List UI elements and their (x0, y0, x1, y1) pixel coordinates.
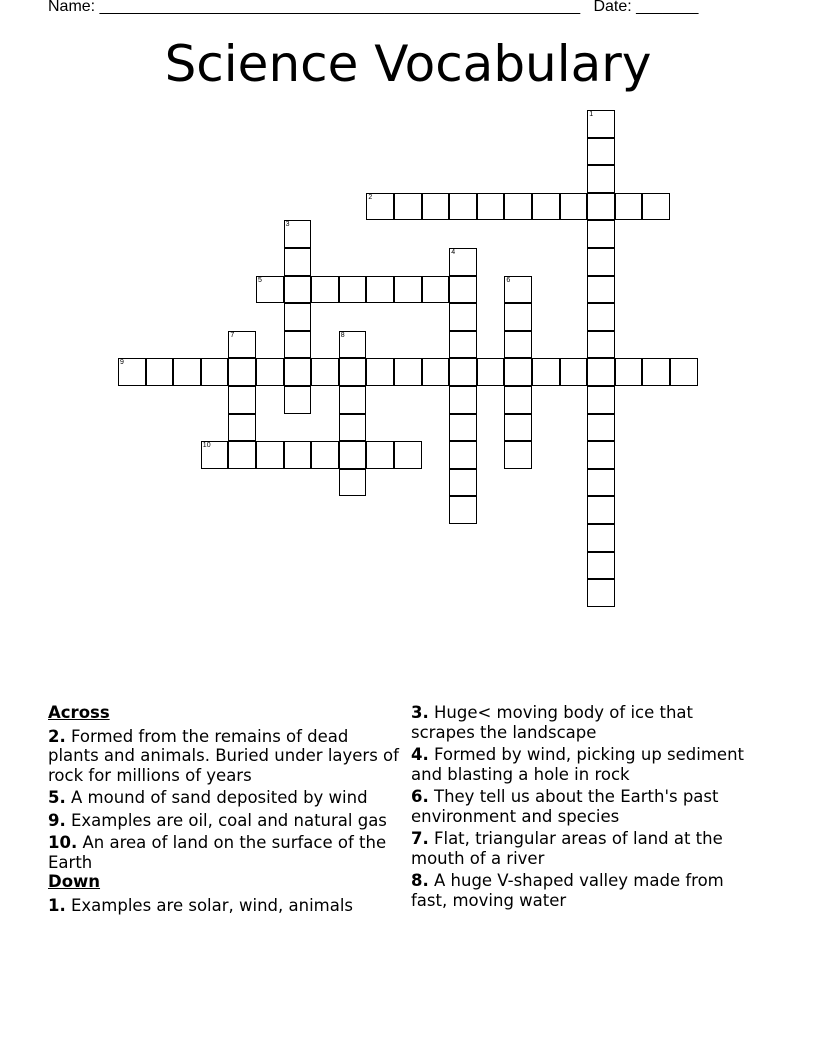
clue-text: Flat, triangular areas of land at the mouth of a river (411, 829, 723, 868)
grid-cell[interactable] (449, 331, 477, 359)
down-heading: Down (48, 872, 101, 891)
grid-cell[interactable] (201, 441, 229, 469)
grid-cell[interactable] (560, 358, 588, 386)
grid-cell[interactable] (587, 303, 615, 331)
grid-cell[interactable] (504, 441, 532, 469)
across-clue-10 (48, 833, 404, 872)
clue-number-label: 6 (506, 276, 511, 284)
down-clue-1 (48, 896, 404, 916)
grid-cell[interactable] (532, 358, 560, 386)
grid-cell[interactable] (504, 331, 532, 359)
grid-cell[interactable] (284, 358, 312, 386)
grid-cell[interactable] (284, 276, 312, 304)
grid-cell[interactable] (284, 386, 312, 414)
grid-cell[interactable] (256, 358, 284, 386)
clue-number: 8. (411, 871, 429, 890)
down-clue-4 (411, 745, 751, 784)
clue-number: 10. (48, 833, 78, 852)
grid-cell[interactable] (642, 358, 670, 386)
clue-text: A mound of sand deposited by wind (65, 788, 368, 807)
clue-number: 6. (411, 787, 429, 806)
grid-cell[interactable] (118, 358, 146, 386)
grid-cell[interactable] (587, 386, 615, 414)
grid-cell[interactable] (504, 414, 532, 442)
clue-number: 2. (48, 726, 66, 746)
grid-cell[interactable] (256, 441, 284, 469)
grid-cell[interactable] (449, 386, 477, 414)
grid-cell[interactable] (284, 248, 312, 276)
clue-number-label: 1 (589, 111, 594, 118)
grid-cell[interactable] (504, 303, 532, 331)
clue-number-label: 9 (120, 359, 124, 367)
grid-cell[interactable] (587, 524, 615, 552)
grid-cell[interactable] (366, 276, 394, 304)
clue-number-label: 3 (285, 221, 290, 229)
grid-cell[interactable] (587, 331, 615, 359)
grid-cell[interactable] (504, 358, 532, 386)
grid-cell[interactable] (422, 276, 450, 304)
grid-cell[interactable] (311, 358, 339, 386)
grid-cell[interactable] (366, 358, 394, 386)
grid-cell[interactable] (587, 193, 615, 221)
grid-cell[interactable] (449, 496, 477, 524)
grid-cell[interactable] (366, 441, 394, 469)
clue-text: Formed by wind, picking up sediment and blasting a hole in rock (411, 745, 744, 784)
clue-text: Examples are oil, coal and natural gas (65, 810, 387, 830)
grid-cell[interactable] (449, 358, 477, 386)
grid-cell[interactable] (339, 358, 367, 386)
grid-cell[interactable] (642, 193, 670, 221)
date-field-label: Date: _______ (593, 0, 699, 15)
clue-text: They tell us about the Earth's past environment and species (411, 787, 719, 826)
grid-cell[interactable] (339, 331, 367, 359)
clue-number-label: 10 (202, 442, 211, 450)
grid-cell[interactable] (532, 193, 560, 221)
grid-cell[interactable] (587, 358, 615, 386)
down-clue-3 (411, 703, 751, 742)
across-clue-2 (48, 727, 404, 786)
grid-cell[interactable] (587, 579, 615, 607)
clue-number: 3. (411, 703, 429, 722)
across-clue-9 (48, 811, 404, 831)
clue-number-label: 5 (258, 276, 262, 284)
clue-number: 7. (411, 829, 429, 848)
clue-number-label: 7 (230, 331, 235, 339)
clue-number: 5. (48, 788, 66, 807)
grid-cell[interactable] (449, 414, 477, 442)
grid-cell[interactable] (284, 441, 312, 469)
grid-cell[interactable] (504, 193, 532, 221)
page-title: Science Vocabulary (164, 35, 652, 93)
clue-text: Formed from the remains of dead plants and animals. Buried under layers of rock for millions of years (48, 726, 399, 785)
grid-cell[interactable] (311, 441, 339, 469)
grid-cell[interactable] (146, 358, 174, 386)
grid-cell[interactable] (587, 276, 615, 304)
clues-right-column (411, 703, 751, 913)
grid-cell[interactable] (284, 220, 312, 248)
grid-cell[interactable] (449, 441, 477, 469)
grid-cell[interactable] (228, 414, 256, 442)
grid-cell[interactable] (477, 358, 505, 386)
grid-cell[interactable] (504, 276, 532, 304)
grid-cell[interactable] (615, 193, 643, 221)
grid-cell[interactable] (670, 358, 698, 386)
clue-number: 9. (48, 810, 66, 830)
clue-number-label: 4 (451, 249, 456, 256)
clue-number: 4. (411, 745, 429, 764)
down-clue-7 (411, 829, 751, 868)
grid-cell[interactable] (366, 193, 394, 221)
grid-cell[interactable] (394, 276, 422, 304)
grid-cell[interactable] (587, 552, 615, 580)
grid-cell[interactable] (173, 358, 201, 386)
grid-cell[interactable] (284, 303, 312, 331)
grid-cell[interactable] (587, 138, 615, 166)
clue-text: Examples are solar, wind, animals (65, 895, 354, 915)
clue-number-label: 2 (368, 193, 373, 201)
grid-cell[interactable] (449, 276, 477, 304)
grid-cell[interactable] (587, 441, 615, 469)
across-heading: Across (48, 703, 110, 722)
grid-cell[interactable] (422, 358, 450, 386)
grid-cell[interactable] (339, 276, 367, 304)
clue-text: Huge< moving body of ice that scrapes the landscape (411, 703, 694, 742)
grid-cell[interactable] (422, 193, 450, 221)
grid-cell[interactable] (228, 441, 256, 469)
grid-cell[interactable] (504, 386, 532, 414)
grid-cell[interactable] (449, 248, 477, 276)
grid-cell[interactable] (311, 276, 339, 304)
grid-cell[interactable] (477, 193, 505, 221)
grid-cell[interactable] (394, 441, 422, 469)
grid-cell[interactable] (339, 469, 367, 497)
grid-cell[interactable] (587, 110, 615, 138)
grid-cell[interactable] (394, 358, 422, 386)
grid-cell[interactable] (587, 414, 615, 442)
grid-cell[interactable] (228, 386, 256, 414)
grid-cell[interactable] (449, 303, 477, 331)
grid-cell[interactable] (228, 331, 256, 359)
name-field-label: Name: ______________________________________________________ (48, 0, 581, 15)
down-clue-8 (411, 871, 751, 910)
grid-cell[interactable] (339, 441, 367, 469)
grid-cell[interactable] (587, 496, 615, 524)
grid-cell[interactable] (394, 193, 422, 221)
grid-cell[interactable] (201, 358, 229, 386)
across-clue-5 (48, 788, 404, 808)
clue-number: 1. (48, 895, 66, 915)
grid-cell[interactable] (339, 414, 367, 442)
grid-cell[interactable] (615, 358, 643, 386)
down-clue-6 (411, 787, 751, 826)
grid-cell[interactable] (587, 248, 615, 276)
grid-cell[interactable] (560, 193, 588, 221)
clue-number-label: 8 (340, 331, 345, 339)
clue-text: An area of land on the surface of the Earth (48, 833, 387, 872)
grid-cell[interactable] (449, 193, 477, 221)
grid-cell[interactable] (587, 469, 615, 497)
grid-cell[interactable] (228, 358, 256, 386)
grid-cell[interactable] (339, 386, 367, 414)
grid-cell[interactable] (587, 165, 615, 193)
grid-cell[interactable] (284, 331, 312, 359)
grid-cell[interactable] (587, 220, 615, 248)
clue-text: A huge V-shaped valley made from fast, moving water (411, 871, 724, 910)
grid-cell[interactable] (256, 276, 284, 304)
grid-cell[interactable] (449, 469, 477, 497)
clues-left-column (48, 703, 404, 918)
